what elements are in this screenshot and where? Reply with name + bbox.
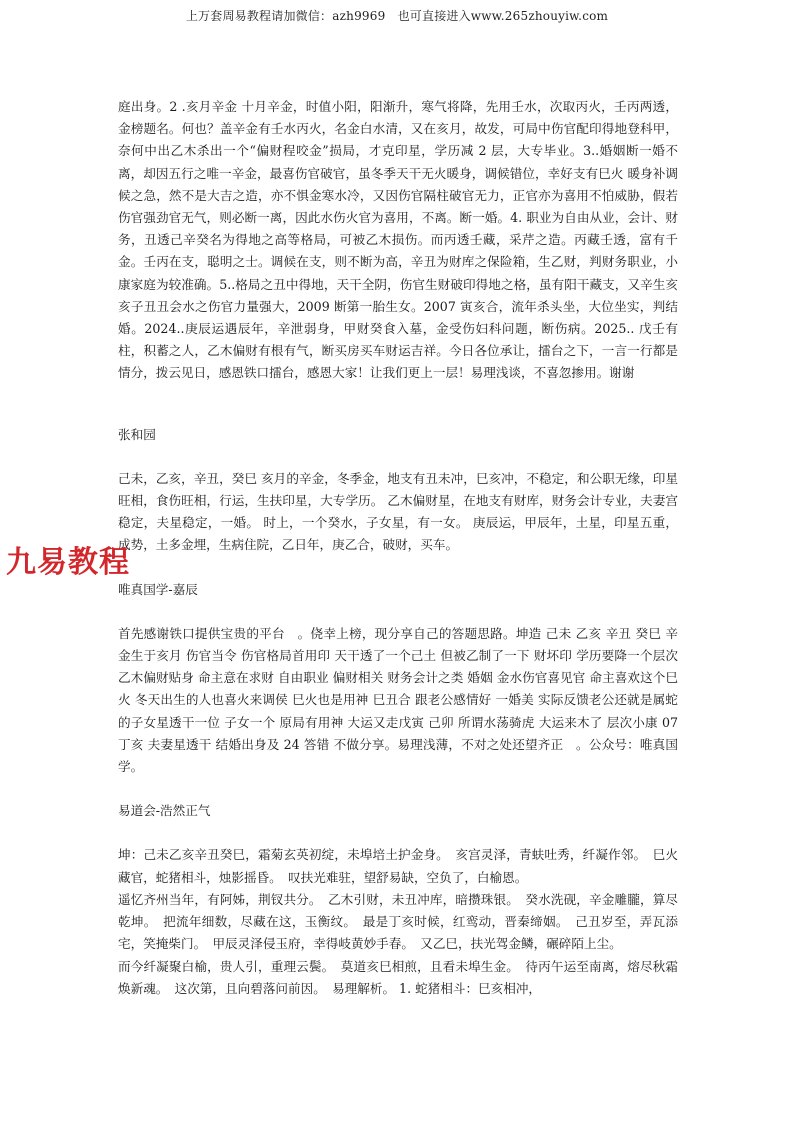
yidao-paragraph-3: 而今纤凝聚白榆，贵人引，重理云鬓。 莫道亥巳相煎，且看未埠生金。 待丙午运至南离，熔尽秋霜焕新魂。 这次第，且向碧落问前因。 易理解析。 1. 蛇猪相斗：巳亥相冲， <box>118 958 678 996</box>
intro-paragraph: 庭出身。2 .亥月辛金 十月辛金，时值小阳，阳渐升，寒气将降，先用壬水，次取丙火，壬丙两透，金榜题名。何也？盖辛金有壬水丙火，名金白水清，又在亥月，故发，可局中伤官配印得地登科甲，奈何中出乙木杀出一个“偏财程咬金”损局，才克印星，学历减 2 层，大专毕业。3..婚姻断一婚不离，却因五行之唯一辛金，最喜伤官破官，虽冬季天干无火暖身，调候错位，幸好支有巳火 暖身补调候之急，然不是大吉之造，亦不惧金寒水冷，又因伤官隔柱破官无力，正官亦为喜用不怕威胁，假若伤官强劲官无气，则必断一离，因此水伤火官为喜用，不离。断一婚。4. 职业为自由从业，会计、财务，丑透己辛癸名为得地之高等格局，可被乙木损伤。而丙透壬藏，采芹之造。丙藏壬透，富有千金。壬丙在支，聪明之士。调候在支，则不断为高，辛丑为财库之保险箱，生乙财，判财务职业，小康家庭为较准确。5..格局之丑中得地，天干全阴，伤官生财破印得地之格，虽有阳干藏支，又辛生亥亥子丑丑会水之伤官力量强大，2009 断第一胎生女。2007 寅亥合，流年杀头坐，大位坐实，判结婚。2024..庚辰运遇辰年，辛泄弱身，甲财癸食入墓，金受伤妇科问题，断伤病。2025.. 戊壬有柱，积蓄之人，乙木偏财有根有气，断买房买车财运吉祥。今日各位承让，擂台之下，一言一行都是情分，拨云见日，感恩铁口擂台，感恩大家！让我们更上一层！易理浅谈，不喜忽掺用。谢谢 <box>118 99 678 381</box>
section-title-zhang: 张和园 <box>118 426 156 442</box>
zhang-paragraph: 己未，乙亥，辛丑，癸巳 亥月的辛金，冬季金，地支有丑未冲，巳亥冲，不稳定，和公职无缘，印星旺相，食伤旺相，行运，生扶印星，大专学历。 乙木偏财星，在地支有财库，财务会计专业，夫妻宫稳定，夫星稳定，一婚。 时上，一个癸水，子女星，有一女。 庚辰运，甲辰年，土星，印星五重，成势，土多金埋，生病住院，乙日年，庚乙合，破财，买车。 <box>118 470 678 553</box>
watermark-logo: 九易教程 <box>6 545 130 580</box>
section-title-yidao: 易道会-浩然正气 <box>118 803 211 819</box>
page-header: 上万套周易教程请加微信：azh9969 也可直接进入www.265zhouyiw.com <box>185 9 609 23</box>
section-title-weizhen: 唯真国学-嘉辰 <box>118 581 198 597</box>
yidao-paragraph-2: 遥忆齐州当年，有阿姊，荆钗共分。 乙木引财，未丑冲库，暗攒珠银。 癸水洗砚，辛金雕朧，算尽乾坤。 把流年细数，尽藏在这，玉衡纹。 最是丁亥时候，红鸾动，晋秦缔姻。 己丑岁至，弄瓦添宅，笑掩柴门。 甲辰灵泽侵玉府，幸得岐黄妙手春。 又乙巳，扶光驾金鳞，碾碎陌上尘。 <box>118 891 678 952</box>
yidao-paragraph-1: 坤：己未乙亥辛丑癸巳，霜菊玄英初绽，未埠培土护金身。 亥宫灵泽，青蚨吐秀，纤凝作邻。 巳火藏官，蛇猪相斗，烛影摇昏。 叹扶光难驻，望舒易缺，空负了，白榆恩。 <box>118 847 678 885</box>
weizhen-paragraph: 首先感谢铁口提供宝贵的平台 。侥幸上榜，现分享自己的答题思路。坤造 己未 乙亥 辛丑 癸巳 辛金生于亥月 伤官当令 伤官格局首用印 天干透了一个己土 但被乙制了一下 财坏印 学历要降一个层次乙木偏财贴身 命主意在求财 自由职业 偏财相关 财务会计之类 婚姻 金水伤官喜见官 命主喜欢这个巳火 冬天出生的人也喜火来调侯 巳火也是用神 巳丑合 跟老公感情好 一婚美 实际反馈老公还就是属蛇的子女星透干一位 子女一个 原局有用神 大运又走戊寅 己卯 所谓水荡骑虎 大运来木了 层次小康 07 丁亥 夫妻星透干 结婚出身及 24 答错 不做分享。易理浅薄，不对之处还望齐正 。公众号：唯真国学。 <box>118 625 678 775</box>
document-body <box>118 96 678 1000</box>
